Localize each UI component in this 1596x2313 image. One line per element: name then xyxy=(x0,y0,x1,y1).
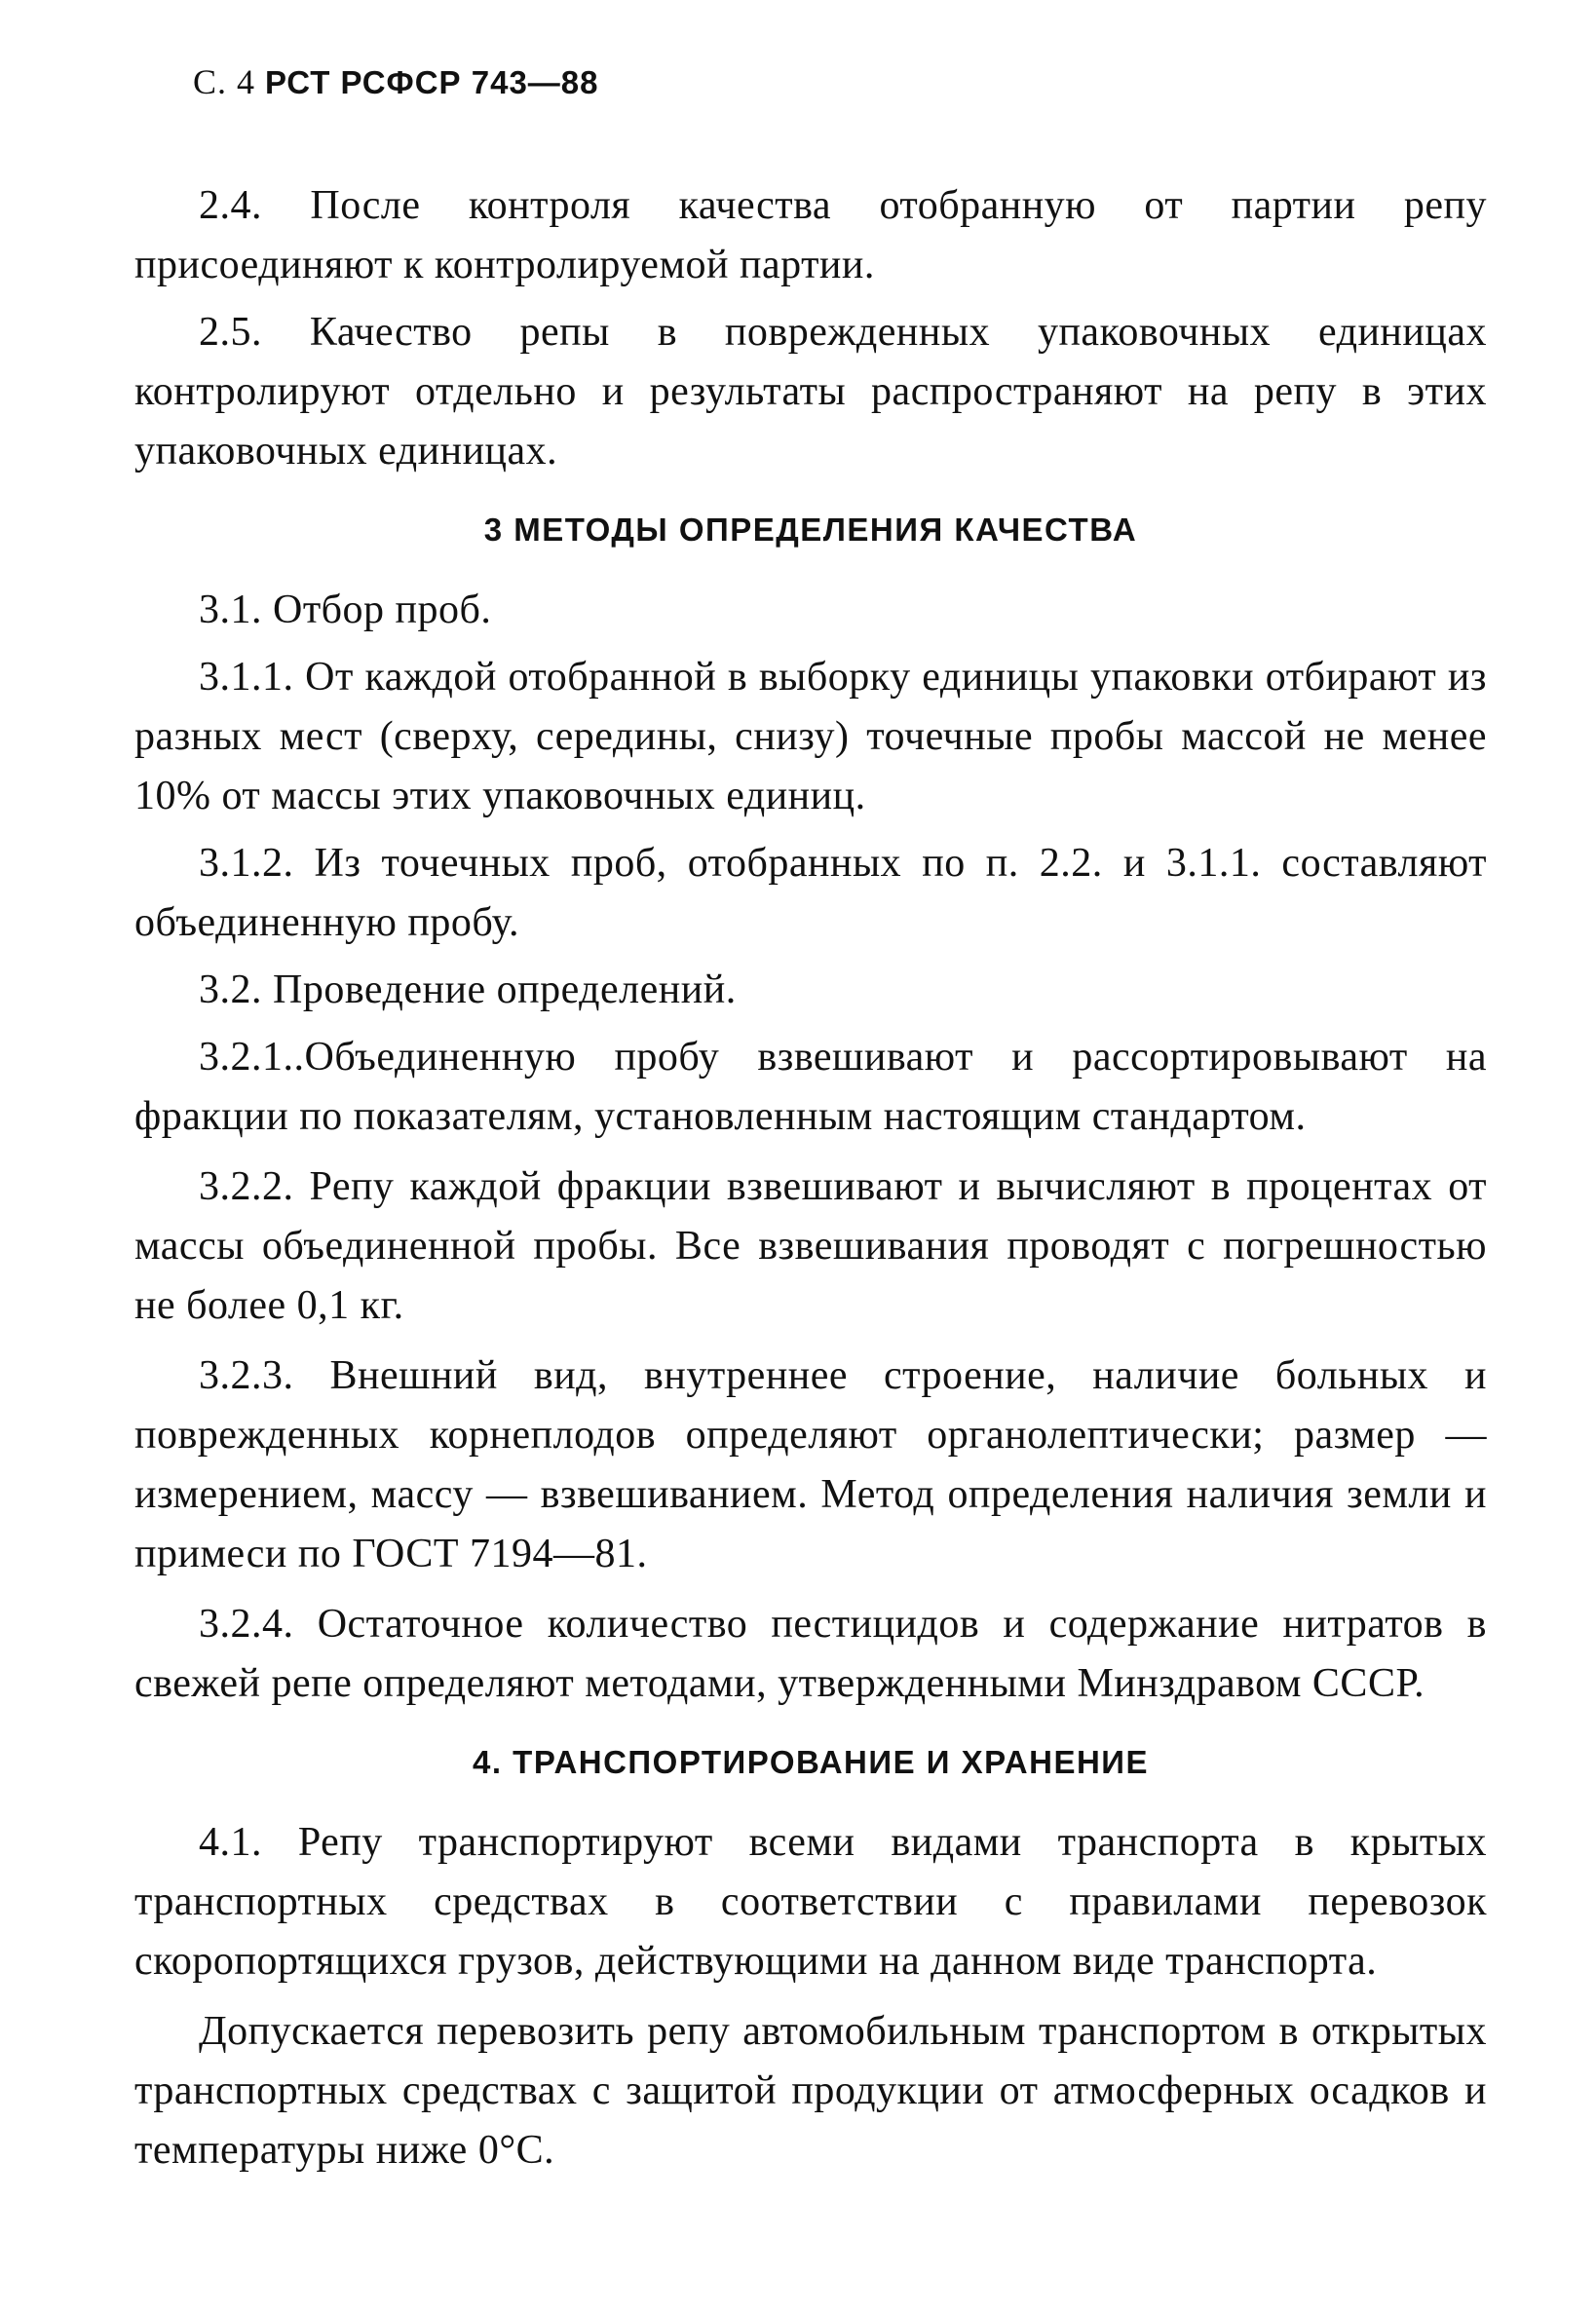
paragraph-3-2-1: 3.2.1..Объединенную пробу взвешивают и рассортировывают на фракции по показателям, установленным настоящим стандартом. xyxy=(134,1035,1487,1139)
paragraph-3-2-3: 3.2.3. Внешний вид, внутреннее строение, наличие больных и поврежденных корнеплодов определяют органолептически; размер — измерением, массу — взвешиванием. Метод определения наличия земли и примеси по ГОСТ 7194—81. xyxy=(134,1353,1487,1576)
paragraph-3-2-4: 3.2.4. Остаточное количество пестицидов и содержание нитратов в свежей репе определяют методами, утвержденными Минздравом СССР. xyxy=(134,1602,1487,1706)
paragraph-4-1-note: Допускается перевозить репу автомобильным транспортом в открытых транспортных средствах с защитой продукции от атмосферных осадков и температуры ниже 0°С. xyxy=(134,2009,1487,2173)
page-number: С. 4 xyxy=(193,62,256,101)
paragraph-2-4: 2.4. После контроля качества отобранную от партии репу присоединяют к контролируемой партии. xyxy=(134,183,1487,287)
section-4-title: 4. ТРАНСПОРТИРОВАНИЕ И ХРАНЕНИЕ xyxy=(472,1744,1150,1780)
paragraph-3-1-2: 3.1.2. Из точечных проб, отобранных по п. 2.2. и 3.1.1. составляют объединенную пробу. xyxy=(134,841,1487,945)
paragraph-3-2: 3.2. Проведение определений. xyxy=(199,967,737,1012)
paragraph-3-2-2: 3.2.2. Репу каждой фракции взвешивают и вычисляют в процентах от массы объединенной пробы. Все взвешивания проводят с погрешностью не более 0,1 кг. xyxy=(134,1164,1487,1328)
paragraph-2-5: 2.5. Качество репы в поврежденных упаковочных единицах контролируют отдельно и результаты распространяют на репу в этих упаковочных единицах. xyxy=(134,310,1487,474)
paragraph-3-1: 3.1. Отбор проб. xyxy=(199,588,492,632)
page-header xyxy=(193,60,1487,104)
standard-code: РСТ РСФСР 743—88 xyxy=(265,64,599,100)
paragraph-4-1: 4.1. Репу транспортируют всеми видами транспорта в крытых транспортных средствах в соответствии с правилами перевозок скоропортящихся грузов, действующими на данном виде транспорта. xyxy=(134,1820,1487,1984)
section-3-title: 3 МЕТОДЫ ОПРЕДЕЛЕНИЯ КАЧЕСТВА xyxy=(483,512,1138,548)
paragraph-3-1-1: 3.1.1. От каждой отобранной в выборку единицы упаковки отбирают из разных мест (сверху, середины, снизу) точечные пробы массой не менее 10% от массы этих упаковочных единиц. xyxy=(134,655,1487,818)
